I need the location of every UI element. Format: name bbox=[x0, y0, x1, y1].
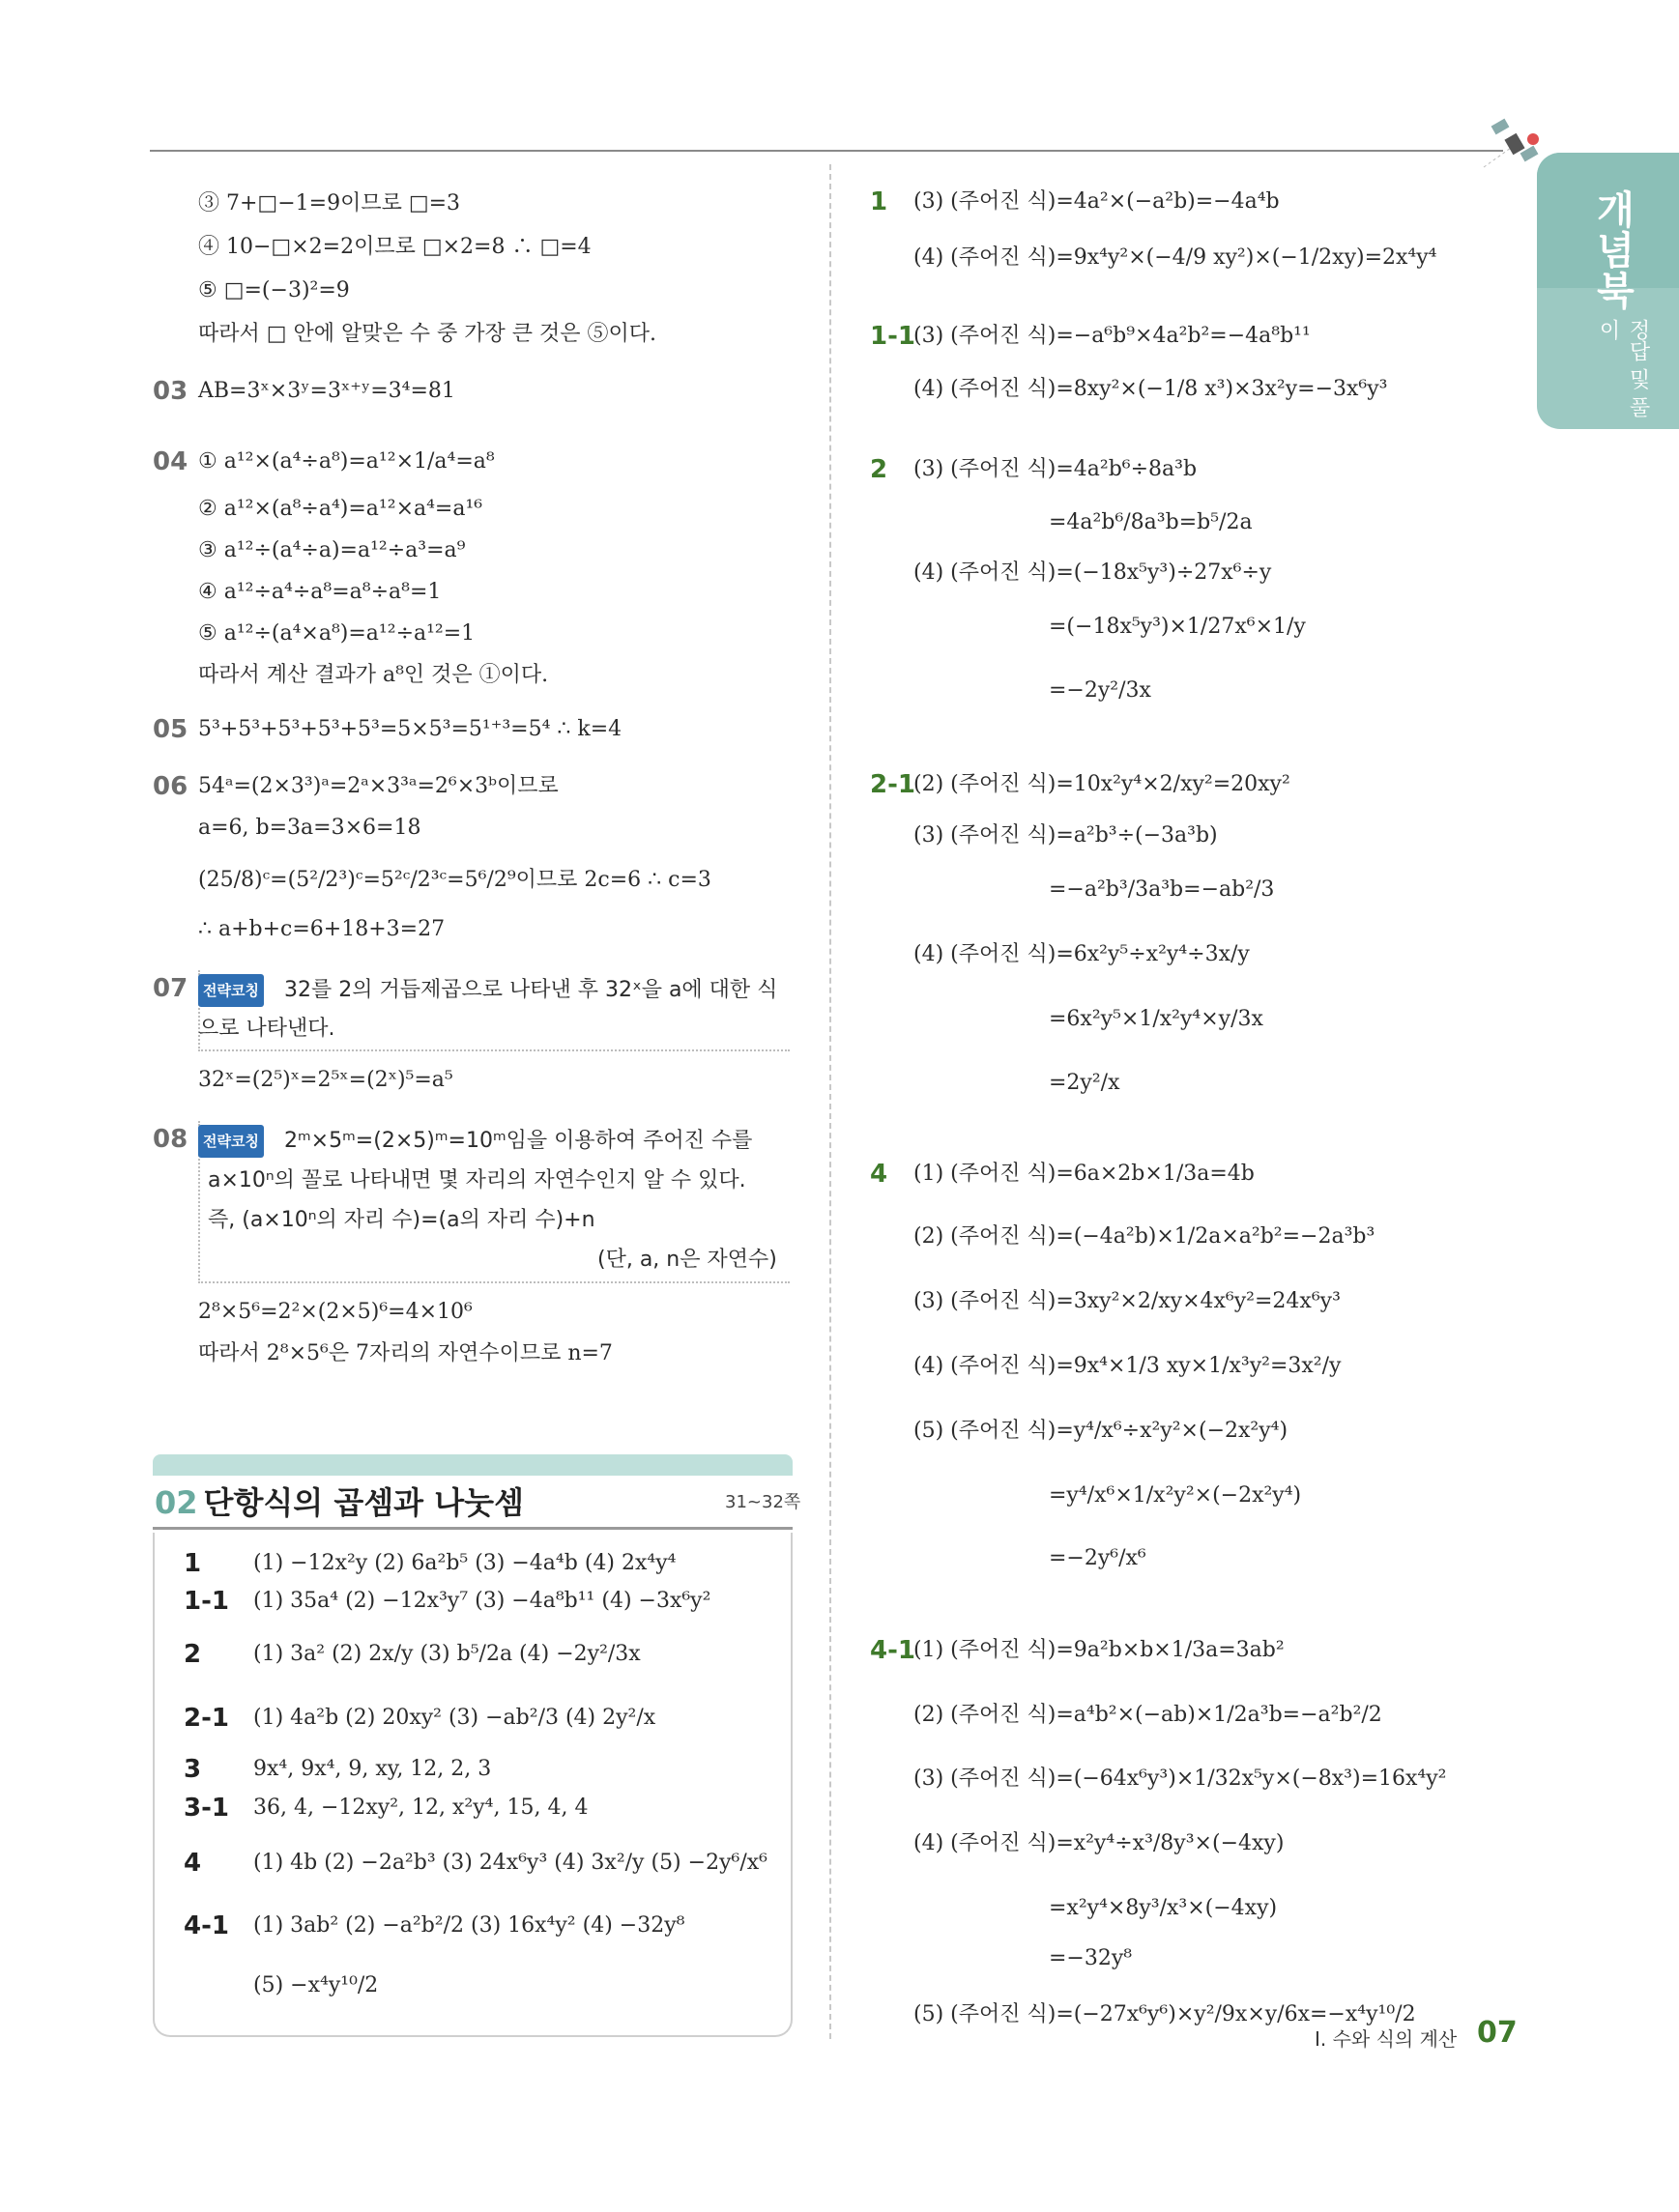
section-title-text: 단항식의 곱셈과 나눗셈 bbox=[203, 1484, 524, 1521]
problem-number-07: 07 bbox=[153, 974, 188, 1003]
solution-line: (1) (주어진 식)=9a²b×b×1/3a=3ab² bbox=[913, 1638, 1285, 1662]
solution-line: =−a²b³/3a³b=−ab²/3 bbox=[1049, 877, 1275, 902]
solution-line: ⑤ a¹²÷(a⁴×a⁸)=a¹²÷a¹²=1 bbox=[198, 621, 476, 646]
solution-line: 5³+5³+5³+5³+5³=5×5³=5¹⁺³=5⁴ ∴ k=4 bbox=[198, 717, 622, 741]
problem-number-03: 03 bbox=[153, 377, 188, 406]
solution-line: ∴ a+b+c=6+18+3=27 bbox=[198, 917, 446, 941]
solution-line: (4) (주어진 식)=(−18x⁵y³)÷27x⁶÷y bbox=[913, 560, 1272, 585]
solution-line: (4) (주어진 식)=8xy²×(−1/8 x³)×3x²y=−3x⁶y³ bbox=[913, 377, 1388, 401]
answer-text: 9x⁴, 9x⁴, 9, xy, 12, 2, 3 bbox=[253, 1757, 492, 1781]
solution-line: (3) (주어진 식)=4a²b⁶÷8a³b bbox=[913, 457, 1198, 481]
solution-line: =4a²b⁶/8a³b=b⁵/2a bbox=[1049, 510, 1253, 534]
solution-line: =x²y⁴×8y³/x³×(−4xy) bbox=[1049, 1896, 1278, 1920]
strategy-tip bbox=[198, 1125, 752, 1158]
solution-line: =−32y⁸ bbox=[1049, 1946, 1133, 1970]
solution-line: (3) (주어진 식)=4a²×(−a²b)=−4a⁴b bbox=[913, 189, 1280, 214]
solution-line: 2⁸×5⁶=2²×(2×5)⁶=4×10⁶ bbox=[198, 1300, 473, 1324]
side-tab bbox=[1537, 153, 1679, 429]
solution-line: (3) (주어진 식)=a²b³÷(−3a³b) bbox=[913, 823, 1218, 847]
problem-number-05: 05 bbox=[153, 715, 188, 744]
solution-line: =−2y²/3x bbox=[1049, 678, 1151, 703]
answer-number: 4 bbox=[184, 1849, 202, 1878]
solution-line: 따라서 계산 결과가 a⁸인 것은 ①이다. bbox=[198, 663, 549, 687]
answer-text: (1) 3a² (2) 2x/y (3) b⁵/2a (4) −2y²/3x bbox=[253, 1642, 641, 1666]
problem-number: 2 bbox=[870, 455, 888, 484]
solution-line: 따라서 □ 안에 알맞은 수 중 가장 큰 것은 ⑤이다. bbox=[198, 322, 657, 346]
strategy-tip bbox=[198, 974, 777, 1007]
section-title bbox=[155, 1479, 524, 1523]
solution-line: 32ˣ=(2⁵)ˣ=2⁵ˣ=(2ˣ)⁵=a⁵ bbox=[198, 1068, 453, 1092]
solution-line: 따라서 2⁸×5⁶은 7자리의 자연수이므로 n=7 bbox=[198, 1341, 613, 1365]
side-tab-title: 개념북 bbox=[1590, 189, 1635, 311]
solution-line: ③ a¹²÷(a⁴÷a)=a¹²÷a³=a⁹ bbox=[198, 538, 466, 562]
tip-text: 즉, (a×10ⁿ의 자리 수)=(a의 자리 수)+n bbox=[208, 1208, 595, 1232]
strategy-badge: 전략코칭 bbox=[198, 1125, 264, 1158]
problem-number-04: 04 bbox=[153, 447, 188, 476]
solution-line: (2) (주어진 식)=10x²y⁴×2/xy²=20xy² bbox=[913, 772, 1290, 796]
solution-line: (2) (주어진 식)=a⁴b²×(−ab)×1/2a³b=−a²b²/2 bbox=[913, 1703, 1382, 1727]
solution-line: (3) (주어진 식)=(−64x⁶y³)×1/32x⁵y×(−8x³)=16x⁴y² bbox=[913, 1767, 1447, 1791]
solution-line: (3) (주어진 식)=−a⁶b⁹×4a²b²=−4a⁸b¹¹ bbox=[913, 324, 1311, 348]
tip-text: 32를 2의 거듭제곱으로 나타낸 후 32ˣ을 a에 대한 식 bbox=[283, 978, 778, 1002]
solution-line: =(−18x⁵y³)×1/27x⁶×1/y bbox=[1049, 615, 1306, 639]
problem-number: 2-1 bbox=[870, 770, 915, 799]
answer-number: 4-1 bbox=[184, 1911, 229, 1940]
section-number: 02 bbox=[155, 1484, 198, 1521]
solution-line: (4) (주어진 식)=9x⁴×1/3 xy×1/x³y²=3x²/y bbox=[913, 1354, 1342, 1378]
solution-line: (2) (주어진 식)=(−4a²b)×1/2a×a²b²=−2a³b³ bbox=[913, 1224, 1375, 1249]
solution-line: ① a¹²×(a⁴÷a⁸)=a¹²×1/a⁴=a⁸ bbox=[198, 449, 495, 474]
problem-number: 1-1 bbox=[870, 322, 915, 351]
answer-number: 1-1 bbox=[184, 1587, 229, 1616]
section-header-bar bbox=[153, 1454, 793, 1476]
problem-number: 4-1 bbox=[870, 1636, 915, 1665]
solution-line: ④ a¹²÷a⁴÷a⁸=a⁸÷a⁸=1 bbox=[198, 580, 442, 604]
solution-line: (5) (주어진 식)=(−27x⁶y⁶)×y²/9x×y/6x=−x⁴y¹⁰/2 bbox=[913, 2002, 1416, 2026]
answer-text: 36, 4, −12xy², 12, x²y⁴, 15, 4, 4 bbox=[253, 1795, 589, 1820]
solution-line: =6x²y⁵×1/x²y⁴×y/3x bbox=[1049, 1007, 1263, 1031]
answer-number: 3 bbox=[184, 1755, 202, 1784]
problem-number-06: 06 bbox=[153, 772, 188, 801]
side-tab-subtitle: 정답 및 풀이 bbox=[1596, 319, 1650, 417]
solution-line: =y⁴/x⁶×1/x²y²×(−2x²y⁴) bbox=[1049, 1483, 1302, 1508]
solution-line: (1) (주어진 식)=6a×2b×1/3a=4b bbox=[913, 1162, 1255, 1186]
solution-line: (25/8)ᶜ=(5²/2³)ᶜ=5²ᶜ/2³ᶜ=5⁶/2⁹이므로 2c=6 ∴ c=3 bbox=[198, 868, 711, 892]
solution-line: (4) (주어진 식)=9x⁴y²×(−4/9 xy²)×(−1/2xy)=2x⁴y⁴ bbox=[913, 245, 1437, 270]
answer-number: 2 bbox=[184, 1640, 202, 1669]
solution-line: ② a¹²×(a⁸÷a⁴)=a¹²×a⁴=a¹⁶ bbox=[198, 497, 483, 521]
answer-text: (1) 4b (2) −2a²b³ (3) 24x⁶y³ (4) 3x²/y (5) −2y⁶/x⁶ bbox=[253, 1851, 767, 1875]
tip-text: a×10ⁿ의 꼴로 나타내면 몇 자리의 자연수인지 알 수 있다. bbox=[208, 1168, 746, 1192]
solution-line: =2y²/x bbox=[1049, 1071, 1120, 1095]
answer-text: (5) −x⁴y¹⁰/2 bbox=[253, 1973, 379, 1997]
answer-text: (1) 35a⁴ (2) −12x³y⁷ (3) −4a⁸b¹¹ (4) −3x⁶y² bbox=[253, 1589, 711, 1613]
section-rule bbox=[153, 1527, 793, 1530]
solution-line: ⑤ □=(−3)²=9 bbox=[198, 278, 350, 302]
solution-line: (3) (주어진 식)=3xy²×2/xy×4x⁶y²=24x⁶y³ bbox=[913, 1289, 1341, 1313]
tip-text: 으로 나타낸다. bbox=[198, 1017, 335, 1041]
top-rule bbox=[150, 150, 1503, 152]
section-pages: 31~32쪽 bbox=[725, 1492, 801, 1512]
solution-line: AB=3ˣ×3ʸ=3ˣ⁺ʸ=3⁴=81 bbox=[198, 379, 455, 403]
page-number: 07 bbox=[1477, 2016, 1518, 2050]
solution-line: ③ 7+□−1=9이므로 □=3 bbox=[198, 191, 461, 215]
problem-number: 1 bbox=[870, 187, 888, 216]
answer-number: 1 bbox=[184, 1549, 202, 1578]
solution-line: 54ᵃ=(2×3³)ᵃ=2ᵃ×3³ᵃ=2⁶×3ᵇ이므로 bbox=[198, 774, 559, 798]
problem-number-08: 08 bbox=[153, 1125, 188, 1154]
answer-text: (1) 4a²b (2) 20xy² (3) −ab²/3 (4) 2y²/x bbox=[253, 1706, 656, 1730]
answer-text: (1) 3ab² (2) −a²b²/2 (3) 16x⁴y² (4) −32y⁸ bbox=[253, 1913, 685, 1938]
answer-text: (1) −12x²y (2) 6a²b⁵ (3) −4a⁴b (4) 2x⁴y⁴ bbox=[253, 1551, 677, 1575]
solution-line: ④ 10−□×2=2이므로 □×2=8 ∴ □=4 bbox=[198, 235, 592, 259]
footer-chapter: Ⅰ. 수와 식의 계산 bbox=[1315, 2027, 1458, 2051]
strategy-badge: 전략코칭 bbox=[198, 974, 264, 1007]
answer-number: 2-1 bbox=[184, 1704, 229, 1733]
solution-line: (5) (주어진 식)=y⁴/x⁶÷x²y²×(−2x²y⁴) bbox=[913, 1419, 1288, 1443]
column-divider bbox=[829, 164, 831, 2039]
problem-number: 4 bbox=[870, 1160, 888, 1189]
solution-line: (4) (주어진 식)=x²y⁴÷x³/8y³×(−4xy) bbox=[913, 1831, 1285, 1855]
solution-line: (4) (주어진 식)=6x²y⁵÷x²y⁴÷3x/y bbox=[913, 942, 1250, 966]
tip-text: 2ᵐ×5ᵐ=(2×5)ᵐ=10ᵐ임을 이용하여 주어진 수를 bbox=[283, 1129, 753, 1153]
solution-line: =−2y⁶/x⁶ bbox=[1049, 1546, 1146, 1570]
answer-number: 3-1 bbox=[184, 1794, 229, 1823]
solution-line: a=6, b=3a=3×6=18 bbox=[198, 816, 421, 840]
tip-text: (단, a, n은 자연수) bbox=[597, 1248, 777, 1272]
